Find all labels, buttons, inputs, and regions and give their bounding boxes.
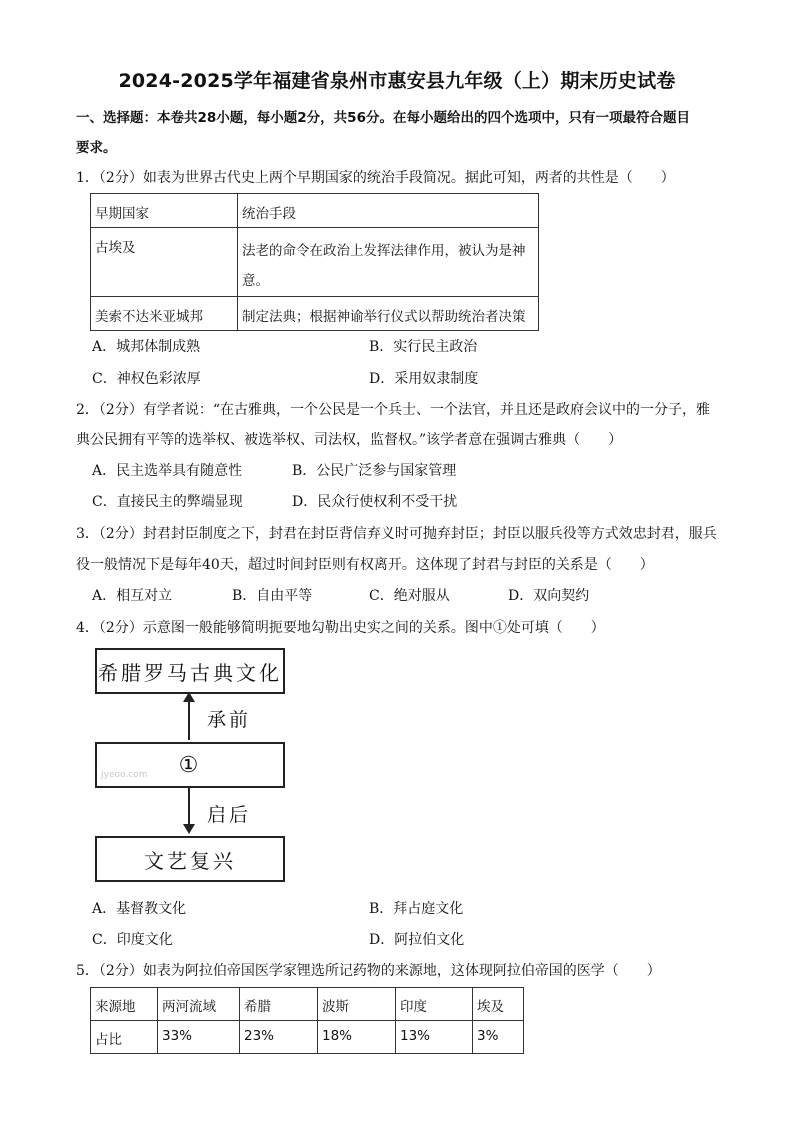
q1-option-a[interactable]: A．城邦体制成熟 <box>92 339 201 355</box>
q5-header-cell: 来源地 <box>91 988 158 1021</box>
q5-cell: 占比 <box>91 1021 158 1054</box>
q1-option-c[interactable]: C．神权色彩浓厚 <box>92 371 201 387</box>
q2-option-b[interactable]: B．公民广泛参与国家管理 <box>292 463 457 479</box>
q3-stem-line2: 役一般情况下是每年40天，超过时间封臣则有权离开。这体现了封君与封臣的关系是（ ） <box>76 557 654 573</box>
diagram-bottom-box: 文艺复兴 <box>95 836 285 882</box>
q3-option-a[interactable]: A．相互对立 <box>92 588 173 604</box>
q1-option-b[interactable]: B．实行民主政治 <box>369 339 478 355</box>
q5-header-cell: 两河流域 <box>158 988 240 1021</box>
q2-stem-line1: 2．（2分）有学者说：“在古雅典，一个公民是一个兵士、一个法官，并且还是政府会议中的一分子，雅 <box>76 402 710 418</box>
q5-table-header-row <box>91 988 524 1021</box>
diagram-middle-box: ① <box>95 742 285 788</box>
q1-cell-mesopotamia-means: 制定法典；根据神谕举行仪式以帮助统治者决策 <box>238 297 539 331</box>
q5-stem: 5．（2分）如表为阿拉伯帝国医学家锂选所记药物的来源地，这体现阿拉伯帝国的医学（ ） <box>76 963 661 979</box>
q2-option-a[interactable]: A．民主选举具有随意性 <box>92 463 243 479</box>
q1-table-header-row <box>91 194 539 228</box>
q2-option-d[interactable]: D．民众行使权利不受干扰 <box>292 494 458 510</box>
q5-cell: 33% <box>158 1021 240 1054</box>
q1-cell-mesopotamia: 美索不达米亚城邦 <box>91 297 238 331</box>
q1-header-means: 统治手段 <box>238 194 539 228</box>
q3-option-c[interactable]: C．绝对服从 <box>369 588 450 604</box>
q1-cell-egypt-means: 法老的命令在政治上发挥法律作用，被认为是神 意。 <box>238 228 539 297</box>
q4-option-d[interactable]: D．阿拉伯文化 <box>369 932 465 948</box>
q4-diagram <box>95 648 295 888</box>
q3-option-b[interactable]: B．自由平等 <box>232 588 313 604</box>
q1-table-row <box>91 228 539 297</box>
q3-stem-line1: 3．（2分）封君封臣制度之下，封君在封臣背信弃义时可抛弃封臣；封臣以服兵役等方式效忠封君，服兵 <box>76 526 717 542</box>
q5-header-cell: 埃及 <box>473 988 524 1021</box>
exam-title: 2024-2025学年福建省泉州市惠安县九年级（上）期末历史试卷 <box>118 70 676 92</box>
q1-table <box>90 193 539 331</box>
section-instruction-line1: 一、选择题：本卷共28小题，每小题2分，共56分。在每小题给出的四个选项中，只有一项最符合题目 <box>76 110 690 126</box>
q4-option-a[interactable]: A．基督教文化 <box>92 901 187 917</box>
diagram-watermark: Jyeoo.com <box>101 770 148 780</box>
q5-cell: 13% <box>396 1021 473 1054</box>
q4-stem: 4．（2分）示意图一般能够简明扼要地勾勒出史实之间的关系。图中①处可填（ ） <box>76 620 605 636</box>
q1-cell-egypt: 古埃及 <box>91 228 238 297</box>
q5-header-cell: 希腊 <box>240 988 318 1021</box>
q5-cell: 3% <box>473 1021 524 1054</box>
q1-table-row <box>91 297 539 331</box>
section-instruction-line2: 要求。 <box>76 140 117 156</box>
q4-option-c[interactable]: C．印度文化 <box>92 932 173 948</box>
q2-option-c[interactable]: C．直接民主的弊端显现 <box>92 494 243 510</box>
q2-stem-line2: 典公民拥有平等的选举权、被选举权、司法权，监督权。”该学者意在强调古雅典（ ） <box>76 432 623 448</box>
q5-table <box>90 987 524 1054</box>
q5-header-cell: 印度 <box>396 988 473 1021</box>
q1-option-d[interactable]: D．采用奴隶制度 <box>369 371 479 387</box>
q5-table-row <box>91 1021 524 1054</box>
q1-stem: 1．（2分）如表为世界古代史上两个早期国家的统治手段简况。据此可知，两者的共性是（ ） <box>76 170 675 186</box>
arrow-up-icon <box>181 692 197 740</box>
q5-cell: 23% <box>240 1021 318 1054</box>
diagram-upper-label: 承前 <box>207 709 252 731</box>
q1-header-country: 早期国家 <box>91 194 238 228</box>
diagram-top-box: 希腊罗马古典文化 <box>95 648 285 694</box>
q5-header-cell: 波斯 <box>318 988 396 1021</box>
q3-option-d[interactable]: D．双向契约 <box>508 588 590 604</box>
arrow-down-icon <box>181 786 197 836</box>
q4-option-b[interactable]: B．拜占庭文化 <box>369 901 464 917</box>
diagram-lower-label: 启后 <box>207 804 252 826</box>
q5-cell: 18% <box>318 1021 396 1054</box>
